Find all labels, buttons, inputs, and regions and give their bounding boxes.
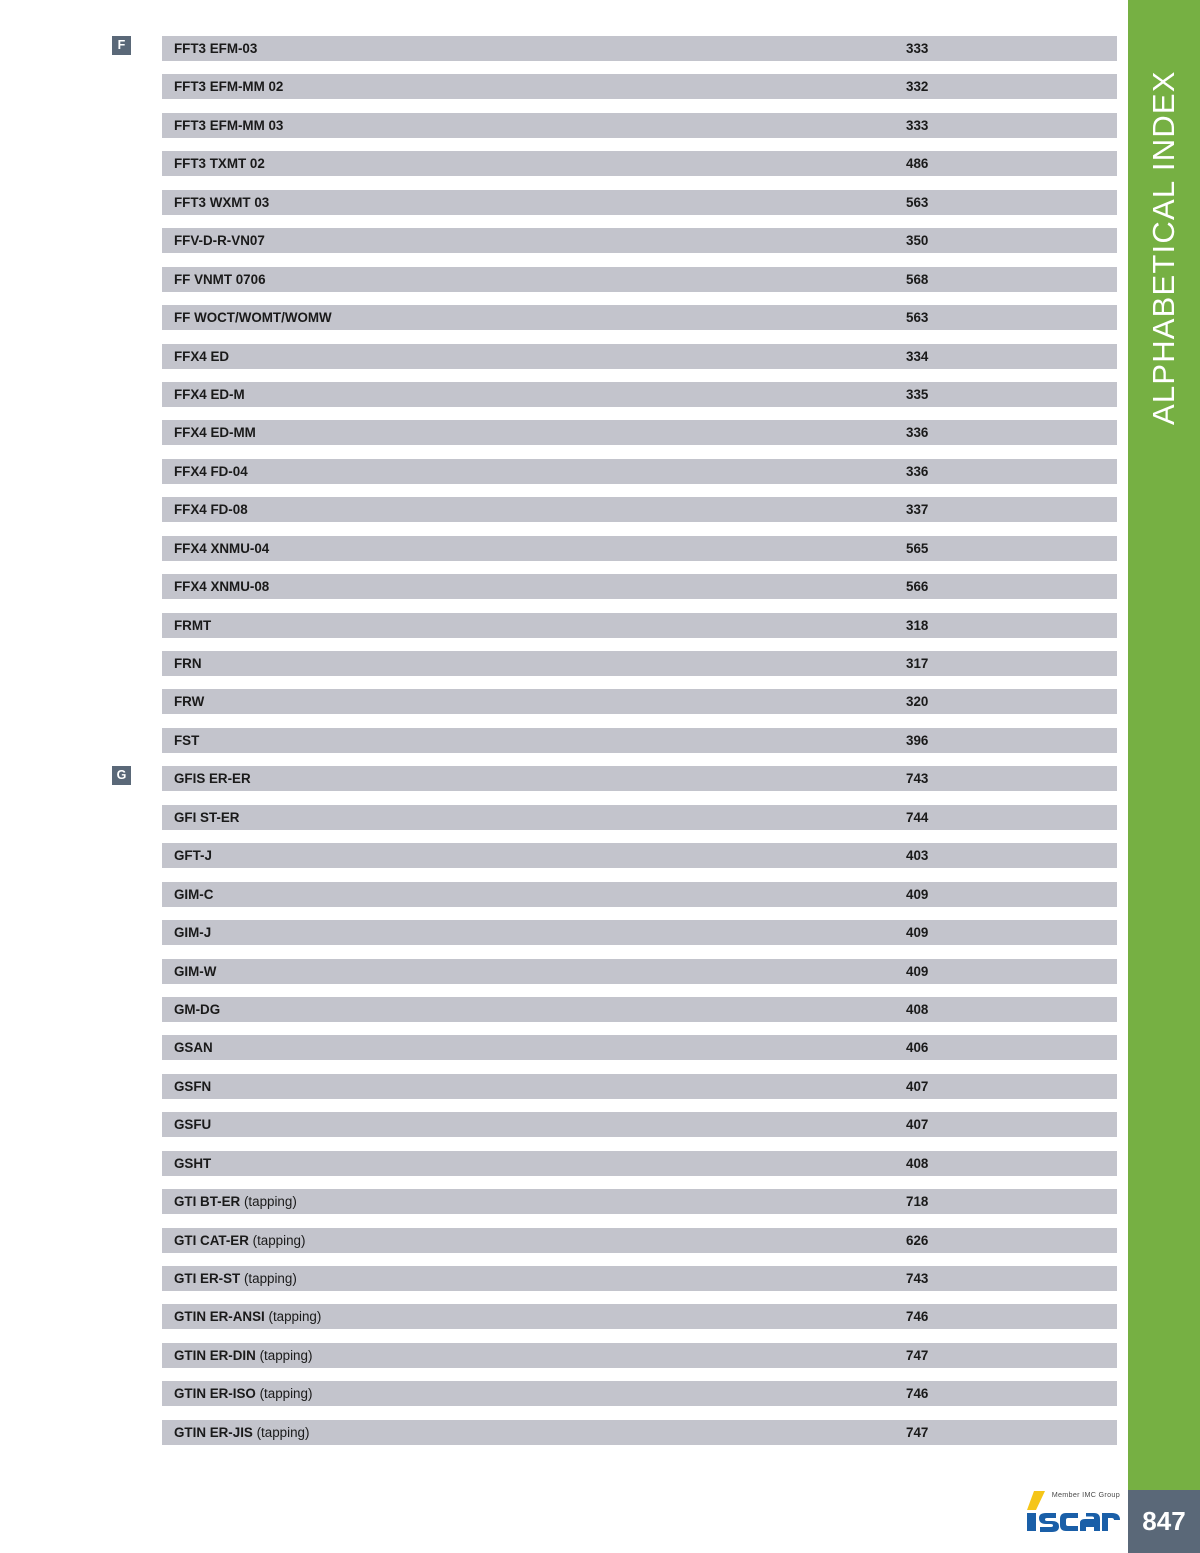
index-entry-name bbox=[174, 74, 283, 99]
index-entry-name bbox=[174, 613, 211, 638]
index-entry-page: 626 bbox=[906, 1232, 929, 1248]
index-entry-code: GTIN ER-ANSI bbox=[174, 1309, 269, 1325]
index-entry-name bbox=[174, 689, 204, 714]
index-entry-code: FRW bbox=[174, 694, 205, 710]
index-row bbox=[0, 882, 1128, 920]
index-row-bar[interactable] bbox=[162, 843, 1117, 868]
index-entry-code: GSFU bbox=[174, 1117, 212, 1133]
index-entry-name bbox=[174, 113, 283, 138]
index-entry-suffix: (tapping) bbox=[252, 1232, 306, 1248]
index-entry-code: GTI ER-ST bbox=[174, 1271, 244, 1286]
index-row-bar[interactable] bbox=[162, 420, 1117, 445]
index-entry-page: 409 bbox=[906, 886, 929, 902]
index-entry-code: GFI ST-ER bbox=[174, 809, 240, 825]
index-row-bar[interactable] bbox=[162, 305, 1117, 330]
index-entry-page: 565 bbox=[906, 540, 929, 556]
index-row bbox=[0, 1112, 1128, 1150]
index-entry-name bbox=[174, 151, 265, 176]
index-entry-code: GTI CAT-ER bbox=[174, 1232, 253, 1248]
index-row bbox=[0, 1189, 1128, 1227]
index-entry-page: 747 bbox=[906, 1424, 929, 1440]
alphabetical-index-list bbox=[0, 36, 1128, 1458]
index-entry-page: 320 bbox=[906, 694, 929, 710]
index-row-bar[interactable] bbox=[162, 1420, 1117, 1445]
index-entry-name bbox=[174, 305, 332, 330]
index-row bbox=[0, 113, 1128, 151]
index-entry-name bbox=[174, 228, 265, 253]
index-row-bar[interactable] bbox=[162, 267, 1117, 292]
iscar-wordmark-icon bbox=[1014, 1489, 1120, 1535]
index-row-bar[interactable] bbox=[162, 689, 1117, 714]
index-entry-name bbox=[174, 1381, 312, 1406]
index-row bbox=[0, 1266, 1128, 1304]
index-entry-page: 746 bbox=[906, 1386, 929, 1402]
index-row-bar[interactable] bbox=[162, 959, 1117, 984]
index-entry-code: GIM-J bbox=[174, 925, 212, 941]
index-entry-suffix: (tapping) bbox=[259, 1347, 313, 1363]
index-row-bar[interactable] bbox=[162, 190, 1117, 215]
index-entry-page: 406 bbox=[906, 1040, 929, 1056]
index-entry-code: FFT3 EFM-MM 03 bbox=[174, 117, 284, 133]
index-row-bar[interactable] bbox=[162, 613, 1117, 638]
index-entry-code: GTIN ER-DIN bbox=[174, 1347, 260, 1363]
index-row bbox=[0, 574, 1128, 612]
index-row bbox=[0, 1035, 1128, 1073]
index-entry-name bbox=[174, 36, 257, 61]
index-entry-code: GM-DG bbox=[174, 1001, 221, 1017]
index-entry-page: 746 bbox=[906, 1309, 929, 1325]
index-row bbox=[0, 151, 1128, 189]
index-row-bar[interactable] bbox=[162, 1381, 1117, 1406]
index-entry-page: 333 bbox=[906, 117, 929, 133]
index-entry-name bbox=[174, 267, 266, 292]
index-entry-name bbox=[174, 1151, 211, 1176]
index-entry-page: 563 bbox=[906, 194, 929, 210]
index-entry-code: FF WOCT/WOMT/WOMW bbox=[174, 310, 332, 326]
index-row bbox=[0, 305, 1128, 343]
index-entry-code: FST bbox=[174, 732, 200, 748]
index-row bbox=[0, 382, 1128, 420]
index-entry-code: FRN bbox=[174, 656, 202, 671]
index-entry-suffix: (tapping) bbox=[243, 1194, 297, 1210]
index-entry-name bbox=[174, 420, 256, 445]
index-row bbox=[0, 613, 1128, 651]
index-row-bar[interactable] bbox=[162, 1035, 1117, 1060]
index-row bbox=[0, 228, 1128, 266]
index-row-bar[interactable] bbox=[162, 1151, 1117, 1176]
index-entry-name bbox=[174, 1112, 211, 1137]
index-entry-code: GSFN bbox=[174, 1078, 212, 1094]
index-entry-code: FFT3 WXMT 03 bbox=[174, 194, 270, 210]
index-row bbox=[0, 728, 1128, 766]
index-entry-page: 336 bbox=[906, 463, 929, 479]
index-entry-page: 317 bbox=[906, 656, 929, 671]
index-entry-code: FFX4 FD-08 bbox=[174, 502, 248, 518]
index-entry-code: GTIN ER-JIS bbox=[174, 1424, 257, 1440]
index-row bbox=[0, 74, 1128, 112]
index-entry-suffix: (tapping) bbox=[268, 1309, 322, 1325]
index-row-bar[interactable] bbox=[162, 497, 1117, 522]
index-entry-name bbox=[174, 382, 245, 407]
index-entry-page: 335 bbox=[906, 386, 929, 402]
index-row-bar[interactable] bbox=[162, 151, 1117, 176]
index-row bbox=[0, 420, 1128, 458]
index-entry-code: GSAN bbox=[174, 1040, 213, 1056]
index-row-bar[interactable] bbox=[162, 997, 1117, 1022]
index-entry-page: 396 bbox=[906, 732, 929, 748]
index-entry-code: FFX4 FD-04 bbox=[174, 463, 248, 479]
index-entry-code: FRMT bbox=[174, 617, 212, 633]
index-entry-page: 743 bbox=[906, 771, 929, 787]
index-entry-name bbox=[174, 190, 269, 215]
index-row bbox=[0, 190, 1128, 228]
index-entry-name bbox=[174, 1343, 312, 1368]
index-entry-name bbox=[174, 843, 212, 868]
index-entry-page: 336 bbox=[906, 425, 929, 441]
side-tab-alphabetical-index bbox=[1128, 0, 1200, 1490]
index-row bbox=[0, 997, 1128, 1035]
index-entry-code: GIM-W bbox=[174, 963, 217, 979]
index-row bbox=[0, 1420, 1128, 1458]
index-row bbox=[0, 1304, 1128, 1342]
index-row-bar[interactable] bbox=[162, 382, 1117, 407]
index-row bbox=[0, 1074, 1128, 1112]
index-entry-code: GFIS ER-ER bbox=[174, 771, 251, 787]
index-row-bar[interactable] bbox=[162, 805, 1117, 830]
index-row bbox=[0, 267, 1128, 305]
index-entry-suffix: (tapping) bbox=[256, 1424, 310, 1440]
index-row-bar[interactable] bbox=[162, 228, 1117, 253]
side-tab-label: ALPHABETICAL INDEX bbox=[1146, 70, 1181, 425]
index-entry-code: GFT-J bbox=[174, 848, 212, 864]
index-entry-page: 332 bbox=[906, 79, 929, 95]
index-entry-page: 409 bbox=[906, 963, 929, 979]
index-row-bar[interactable] bbox=[162, 920, 1117, 945]
index-entry-page: 333 bbox=[906, 41, 929, 56]
index-entry-name bbox=[174, 1266, 297, 1291]
index-entry-name bbox=[174, 766, 251, 791]
index-row bbox=[0, 766, 1128, 804]
index-row-bar[interactable] bbox=[162, 344, 1117, 369]
index-entry-name bbox=[174, 574, 269, 599]
index-entry-page: 718 bbox=[906, 1194, 929, 1210]
index-entry-page: 334 bbox=[906, 348, 929, 364]
index-entry-name bbox=[174, 959, 216, 984]
index-row-bar[interactable] bbox=[162, 113, 1117, 138]
index-row bbox=[0, 843, 1128, 881]
index-entry-code: GTI BT-ER bbox=[174, 1194, 244, 1210]
index-entry-page: 568 bbox=[906, 271, 929, 287]
index-entry-code: FFX4 ED-MM bbox=[174, 425, 256, 441]
index-row bbox=[0, 920, 1128, 958]
index-row bbox=[0, 805, 1128, 843]
index-row-bar[interactable] bbox=[162, 36, 1117, 61]
index-row bbox=[0, 1381, 1128, 1419]
index-entry-name bbox=[174, 805, 239, 830]
index-row-bar[interactable] bbox=[162, 459, 1117, 484]
index-row bbox=[0, 1228, 1128, 1266]
index-row bbox=[0, 497, 1128, 535]
index-row bbox=[0, 459, 1128, 497]
index-entry-page: 563 bbox=[906, 310, 929, 326]
index-entry-name bbox=[174, 1074, 211, 1099]
index-entry-name bbox=[174, 882, 213, 907]
index-entry-name bbox=[174, 497, 248, 522]
index-entry-name bbox=[174, 344, 229, 369]
index-entry-code: FFX4 XNMU-08 bbox=[174, 579, 270, 595]
index-row-bar[interactable] bbox=[162, 1189, 1117, 1214]
iscar-logo bbox=[1008, 1487, 1120, 1539]
index-entry-page: 407 bbox=[906, 1117, 929, 1133]
index-row bbox=[0, 536, 1128, 574]
index-entry-page: 744 bbox=[906, 809, 929, 825]
index-entry-suffix: (tapping) bbox=[243, 1271, 297, 1286]
letter-section-badge: G bbox=[112, 766, 131, 785]
index-row-bar[interactable] bbox=[162, 882, 1117, 907]
index-row-bar[interactable] bbox=[162, 1228, 1117, 1253]
index-entry-page: 403 bbox=[906, 848, 929, 864]
index-row bbox=[0, 959, 1128, 997]
index-row bbox=[0, 689, 1128, 727]
index-entry-name bbox=[174, 1420, 309, 1445]
index-entry-code: FFX4 ED bbox=[174, 348, 230, 364]
index-row bbox=[0, 651, 1128, 689]
index-row-bar[interactable] bbox=[162, 74, 1117, 99]
index-row-bar[interactable] bbox=[162, 766, 1117, 791]
index-entry-name bbox=[174, 459, 248, 484]
index-entry-name bbox=[174, 728, 199, 753]
index-row-bar[interactable] bbox=[162, 574, 1117, 599]
index-entry-code: FFV-D-R-VN07 bbox=[174, 233, 265, 249]
index-entry-name bbox=[174, 1035, 213, 1060]
index-entry-name bbox=[174, 997, 220, 1022]
letter-section-badge: F bbox=[112, 36, 131, 55]
index-entry-code: FFX4 XNMU-04 bbox=[174, 540, 270, 556]
index-row-bar[interactable] bbox=[162, 1266, 1117, 1291]
index-entry-code: FFT3 EFM-MM 02 bbox=[174, 79, 284, 95]
index-entry-name bbox=[174, 1228, 305, 1253]
index-entry-name bbox=[174, 536, 269, 561]
index-entry-code: FF VNMT 0706 bbox=[174, 271, 266, 287]
index-entry-page: 407 bbox=[906, 1078, 929, 1094]
index-entry-page: 318 bbox=[906, 617, 929, 633]
index-row-bar[interactable] bbox=[162, 1304, 1117, 1329]
index-row-bar[interactable] bbox=[162, 1112, 1117, 1137]
index-entry-name bbox=[174, 1189, 297, 1214]
index-entry-page: 743 bbox=[906, 1271, 929, 1286]
index-entry-page: 566 bbox=[906, 579, 929, 595]
index-entry-code: FFT3 EFM-03 bbox=[174, 41, 258, 56]
index-row-bar[interactable] bbox=[162, 728, 1117, 753]
index-entry-page: 337 bbox=[906, 502, 929, 518]
index-entry-code: GTIN ER-ISO bbox=[174, 1386, 260, 1402]
index-entry-page: 408 bbox=[906, 1001, 929, 1017]
index-row-bar[interactable] bbox=[162, 536, 1117, 561]
index-entry-page: 350 bbox=[906, 233, 929, 249]
index-entry-page: 486 bbox=[906, 156, 929, 172]
index-row-bar[interactable] bbox=[162, 1343, 1117, 1368]
logo-tagline: Member IMC Group bbox=[1051, 1490, 1120, 1499]
index-entry-code: FFX4 ED-M bbox=[174, 386, 245, 402]
index-row bbox=[0, 1343, 1128, 1381]
index-entry-page: 409 bbox=[906, 925, 929, 941]
index-row-bar[interactable] bbox=[162, 1074, 1117, 1099]
index-row bbox=[0, 1151, 1128, 1189]
index-entry-code: GIM-C bbox=[174, 886, 214, 902]
index-entry-page: 408 bbox=[906, 1155, 929, 1171]
index-row bbox=[0, 36, 1128, 74]
index-row-bar[interactable] bbox=[162, 651, 1117, 676]
index-row bbox=[0, 344, 1128, 382]
index-entry-code: GSHT bbox=[174, 1155, 212, 1171]
index-entry-code: FFT3 TXMT 02 bbox=[174, 156, 265, 172]
index-entry-suffix: (tapping) bbox=[259, 1386, 313, 1402]
index-entry-name bbox=[174, 651, 202, 676]
index-entry-page: 747 bbox=[906, 1347, 929, 1363]
index-entry-name bbox=[174, 920, 211, 945]
page-number-badge: 847 bbox=[1128, 1490, 1200, 1553]
index-entry-name bbox=[174, 1304, 321, 1329]
